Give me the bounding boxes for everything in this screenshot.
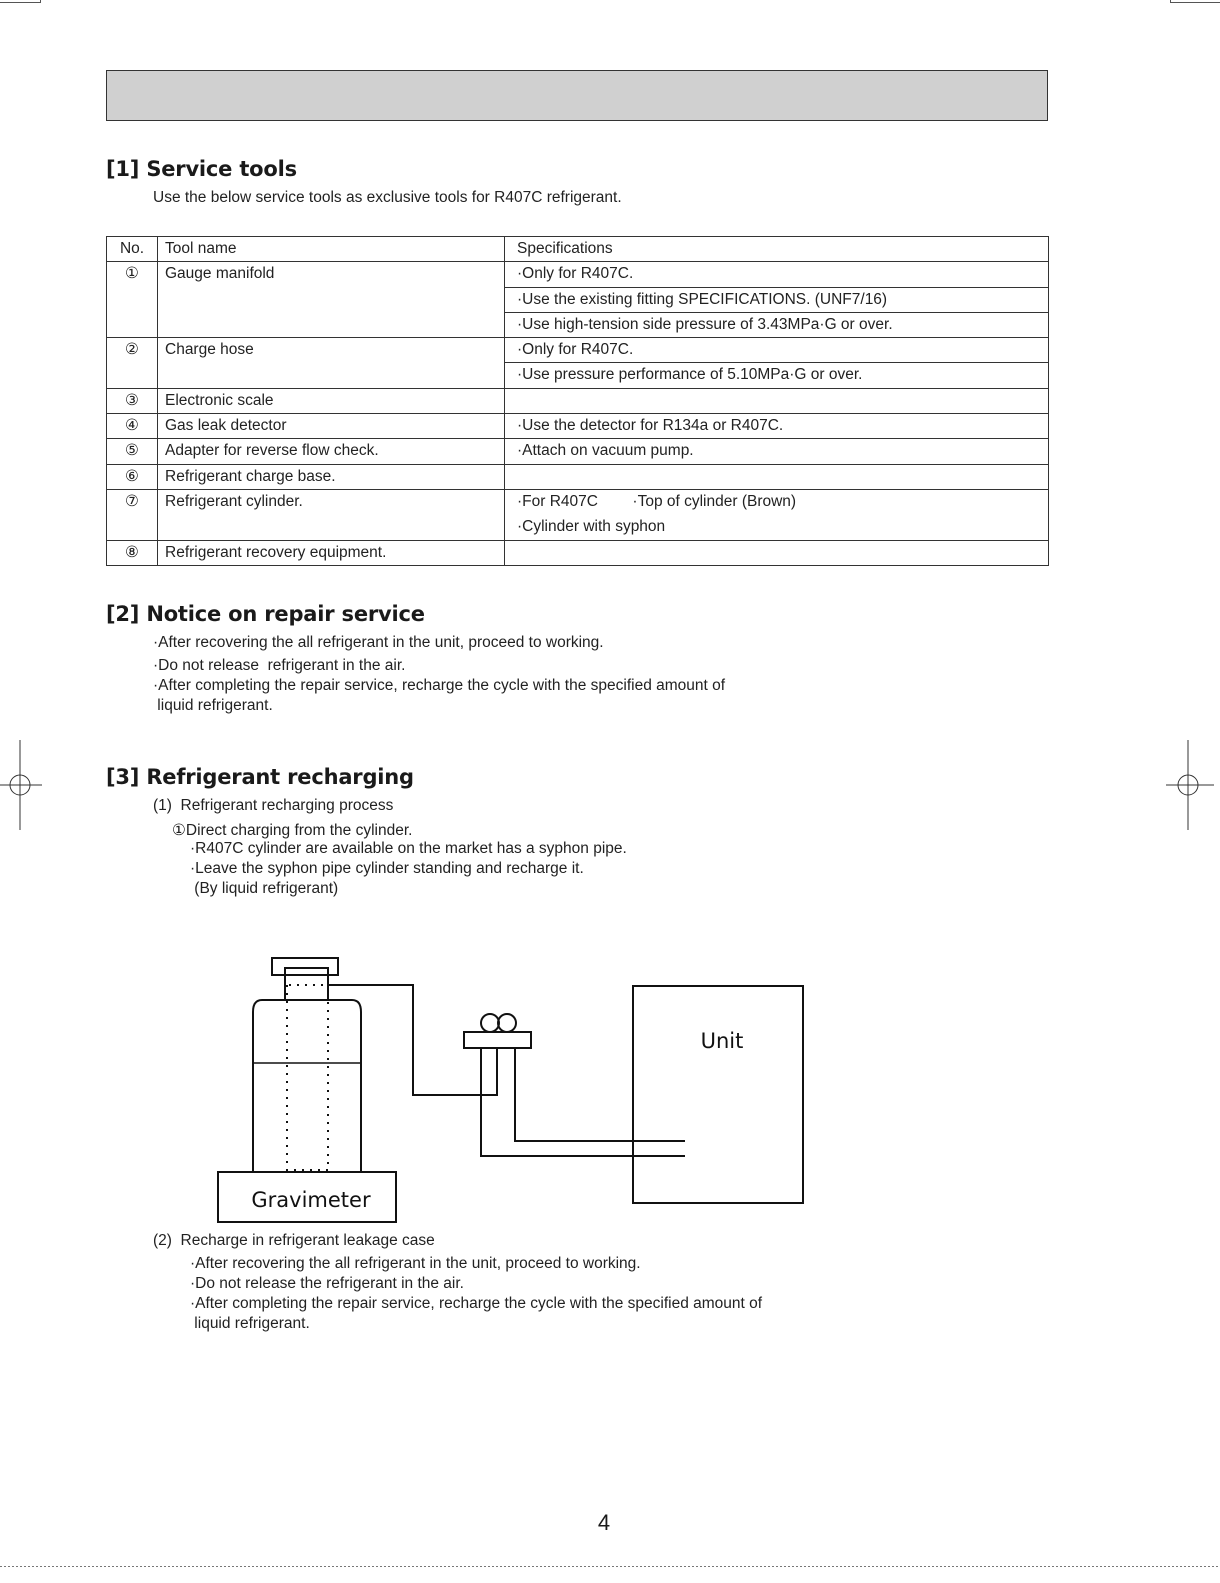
row-tool-name: Refrigerant recovery equipment. (158, 540, 505, 565)
row-spec (505, 464, 1049, 489)
row-no: ③ (107, 388, 158, 413)
row-spec: ·Only for R407C. (505, 338, 1049, 363)
row-spec: ·For R407C ·Top of cylinder (Brown) (505, 489, 1049, 514)
process-line: (By liquid refrigerant) (190, 880, 339, 897)
row-no: ① (107, 262, 158, 338)
leakage-line: liquid refrigerant. (190, 1315, 310, 1332)
page-number: 4 (597, 1510, 611, 1535)
row-tool-name: Refrigerant charge base. (158, 464, 505, 489)
row-no: ② (107, 338, 158, 389)
registration-mark-left (0, 740, 42, 830)
row-no: ④ (107, 414, 158, 439)
gauge-manifold-body (464, 1032, 531, 1048)
syphon-pipe (287, 985, 328, 1170)
table-header-row (107, 237, 1049, 262)
table-row (107, 414, 1049, 439)
section-heading-service-tools: [1] Service tools (106, 157, 297, 181)
service-tools-intro: Use the below service tools as exclusive tools for R407C refrigerant. (153, 189, 622, 206)
table-row (107, 388, 1049, 413)
header-bar (106, 70, 1048, 121)
section-heading-notice: [2] Notice on repair service (106, 602, 425, 626)
process-line: ·Leave the syphon pipe cylinder standing and recharge it. (190, 860, 584, 877)
unit-box (633, 986, 803, 1203)
table-row (107, 262, 1049, 287)
header-specifications: Specifications (505, 237, 1049, 262)
row-no: ⑧ (107, 540, 158, 565)
row-spec: ·Use high-tension side pressure of 3.43MPa·G or over. (505, 312, 1049, 337)
header-tool-name: Tool name (158, 237, 505, 262)
manifold-line-low (481, 1048, 685, 1156)
leakage-title: (2) Recharge in refrigerant leakage case (153, 1232, 435, 1249)
unit-label: Unit (700, 1029, 744, 1053)
row-spec (505, 540, 1049, 565)
row-tool-name: Charge hose (158, 338, 505, 389)
recharging-diagram (210, 950, 820, 1230)
table-row (107, 540, 1049, 565)
notice-line: liquid refrigerant. (153, 697, 273, 714)
service-tools-table (106, 236, 1049, 566)
crop-mark (1170, 2, 1220, 3)
row-no: ⑤ (107, 439, 158, 464)
leakage-line: ·Do not release the refrigerant in the air. (190, 1275, 464, 1292)
process-line: ·R407C cylinder are available on the market has a syphon pipe. (190, 840, 627, 857)
table-row (107, 464, 1049, 489)
table-row (107, 489, 1049, 514)
row-no: ⑥ (107, 464, 158, 489)
table-row (107, 439, 1049, 464)
gauge-left-icon (481, 1014, 499, 1032)
crop-mark (1170, 0, 1171, 3)
crop-mark (0, 1566, 1220, 1567)
row-tool-name: Adapter for reverse flow check. (158, 439, 505, 464)
row-tool-name: Gauge manifold (158, 262, 505, 338)
header-no: No. (107, 237, 158, 262)
row-spec: ·Use pressure performance of 5.10MPa·G or over. (505, 363, 1049, 388)
leakage-line: ·After recovering the all refrigerant in the unit, proceed to working. (190, 1255, 641, 1272)
cylinder-body (253, 1000, 361, 1182)
table-row (107, 338, 1049, 363)
gravimeter-label: Gravimeter (251, 1188, 371, 1212)
row-spec: ·Cylinder with syphon (505, 515, 1049, 540)
row-tool-name: Electronic scale (158, 388, 505, 413)
registration-mark-right (1166, 740, 1214, 830)
gauge-right-icon (498, 1014, 516, 1032)
notice-line: ·After recovering the all refrigerant in the unit, proceed to working. (153, 634, 604, 651)
process-title: (1) Refrigerant recharging process (153, 797, 394, 814)
row-tool-name: Refrigerant cylinder. (158, 489, 505, 540)
crop-mark (40, 0, 41, 3)
crop-mark (0, 2, 40, 3)
row-tool-name: Gas leak detector (158, 414, 505, 439)
row-no: ⑦ (107, 489, 158, 540)
row-spec: ·Attach on vacuum pump. (505, 439, 1049, 464)
notice-line: ·After completing the repair service, recharge the cycle with the specified amount of (153, 677, 726, 694)
process-line: ①Direct charging from the cylinder. (172, 822, 413, 839)
notice-line: ·Do not release refrigerant in the air. (153, 657, 406, 674)
manifold-line-high (515, 1048, 685, 1141)
row-spec: ·Use the detector for R134a or R407C. (505, 414, 1049, 439)
row-spec: ·Use the existing fitting SPECIFICATIONS. (UNF7/16) (505, 287, 1049, 312)
section-heading-recharging: [3] Refrigerant recharging (106, 765, 414, 789)
row-spec: ·Only for R407C. (505, 262, 1049, 287)
leakage-line: ·After completing the repair service, recharge the cycle with the specified amount of (190, 1295, 763, 1312)
row-spec (505, 388, 1049, 413)
